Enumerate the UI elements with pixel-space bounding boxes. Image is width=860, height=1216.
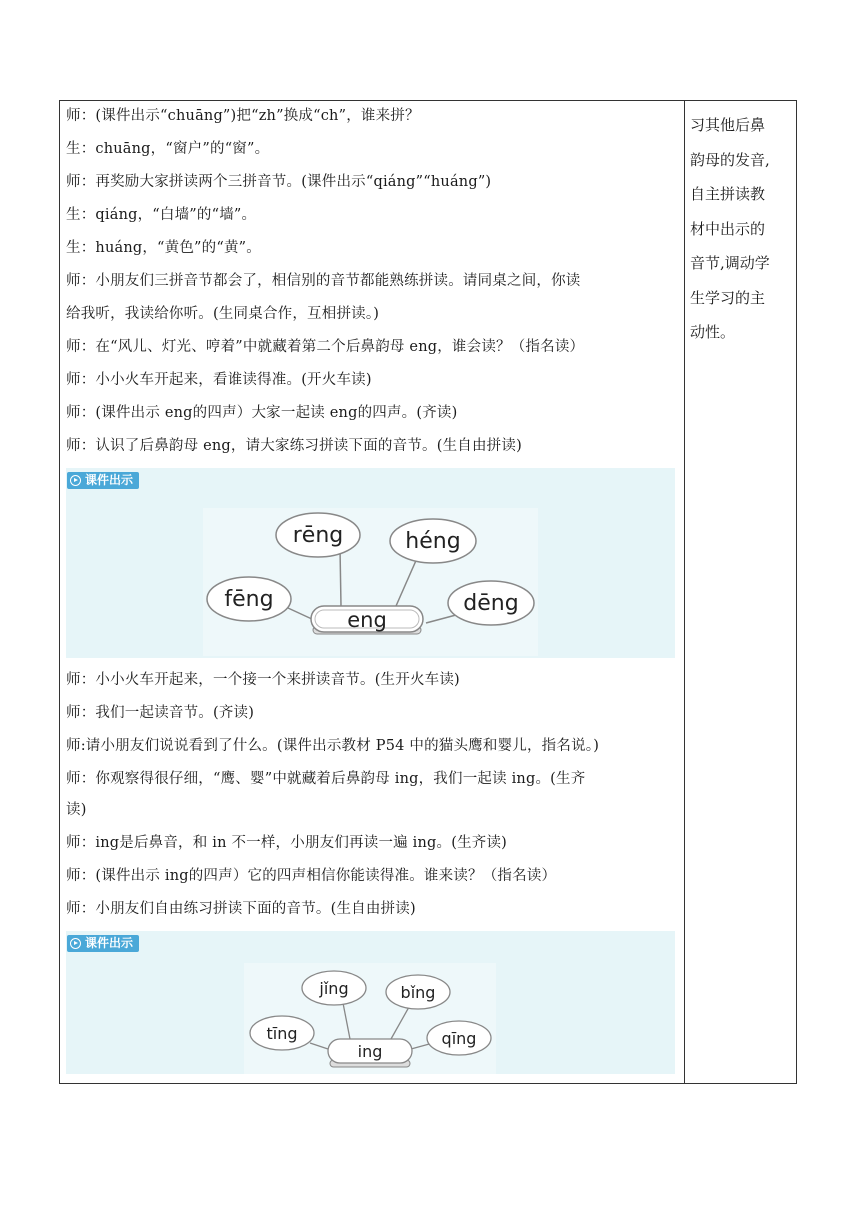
note-line: 习其他后鼻 [690, 116, 766, 134]
note-line: 自主拼读教 [690, 185, 766, 203]
courseware-tag: 课件出示 [67, 935, 139, 952]
dialogue-line: 师：(课件出示 ing的四声）它的四声相信你能读得准。谁来读？（指名读） [66, 868, 557, 884]
dialogue-line: 读) [66, 802, 87, 818]
dialogue-line: 师：你观察得很仔细，“鹰、婴”中就藏着后鼻韵母 ing，我们一起读 ing。(生齐 [66, 771, 586, 787]
dialogue-line: 生：qiáng，“白墙”的“墙”。 [66, 207, 257, 223]
dialogue-line: 师：再奖励大家拼读两个三拼音节。(课件出示“qiáng”“huáng”) [66, 174, 492, 190]
syllable-label: dēng [463, 591, 519, 616]
courseware-panel-eng [66, 468, 675, 658]
dialogue-line: 生：chuāng，“窗户”的“窗”。 [66, 141, 270, 157]
note-line: 生学习的主 [690, 288, 766, 307]
column-divider [684, 100, 685, 1084]
lesson-main-column [66, 105, 678, 1085]
dialogue-line: 师：我们一起读音节。(齐读) [66, 705, 255, 721]
dialogue-line: 师:请小朋友们说说看到了什么。(课件出示教材 P54 中的猫头鹰和婴儿，指名说。) [66, 738, 600, 754]
note-line: 动性。 [690, 323, 736, 341]
courseware-tag: 课件出示 [67, 472, 139, 489]
dialogue-line: 师：(课件出示“chuāng”)把“zh”换成“ch”，谁来拼？ [66, 108, 420, 124]
note-line: 韵母的发音, [690, 150, 770, 169]
dialogue-line: 师：(课件出示 eng的四声）大家一起读 eng的四声。(齐读) [66, 405, 458, 421]
dialogue-block-1 [66, 105, 678, 457]
note-line: 音节,调动学 [690, 254, 770, 272]
syllable-label: rēng [292, 523, 344, 548]
dialogue-line: 师：小小火车开起来，看谁读得准。(开火车读) [66, 372, 372, 388]
dialogue-block-2 [66, 669, 678, 920]
design-notes-column [690, 108, 792, 350]
syllable-label: fēng [224, 587, 274, 612]
dialogue-line: 师：小朋友们自由练习拼读下面的音节。(生自由拼读) [66, 901, 416, 917]
dialogue-line: 给我听，我读给你听。(生同桌合作，互相拼读。) [66, 306, 380, 322]
dialogue-line: 师：小小火车开起来，一个接一个来拼读音节。(生开火车读) [66, 672, 460, 688]
eng-syllable-diagram [66, 468, 675, 658]
syllable-label: qīng [441, 1029, 477, 1048]
note-line: 材中出示的 [690, 219, 766, 238]
dialogue-line: 师：小朋友们三拼音节都会了，相信别的音节都能熟练拼读。请同桌之间，你读 [66, 273, 581, 289]
syllable-label: bǐng [400, 983, 436, 1002]
ing-syllable-diagram [66, 931, 675, 1074]
dialogue-line: 师：ing是后鼻音，和 in 不一样，小朋友们再读一遍 ing。(生齐读) [66, 835, 508, 851]
dialogue-line: 生：huáng，“黄色”的“黄”。 [66, 240, 261, 256]
dialogue-line: 师：认识了后鼻韵母 eng，请大家练习拼读下面的音节。(生自由拼读) [66, 438, 522, 454]
center-vowel-label: ing [357, 1042, 383, 1061]
center-vowel-label: eng [347, 608, 387, 632]
syllable-label: héng [405, 529, 461, 554]
courseware-panel-ing [66, 931, 675, 1074]
syllable-label: jǐng [319, 979, 349, 998]
syllable-label: tīng [266, 1024, 298, 1043]
dialogue-line: 师：在“风儿、灯光、哼着”中就藏着第二个后鼻韵母 eng，谁会读？（指名读） [66, 339, 585, 355]
